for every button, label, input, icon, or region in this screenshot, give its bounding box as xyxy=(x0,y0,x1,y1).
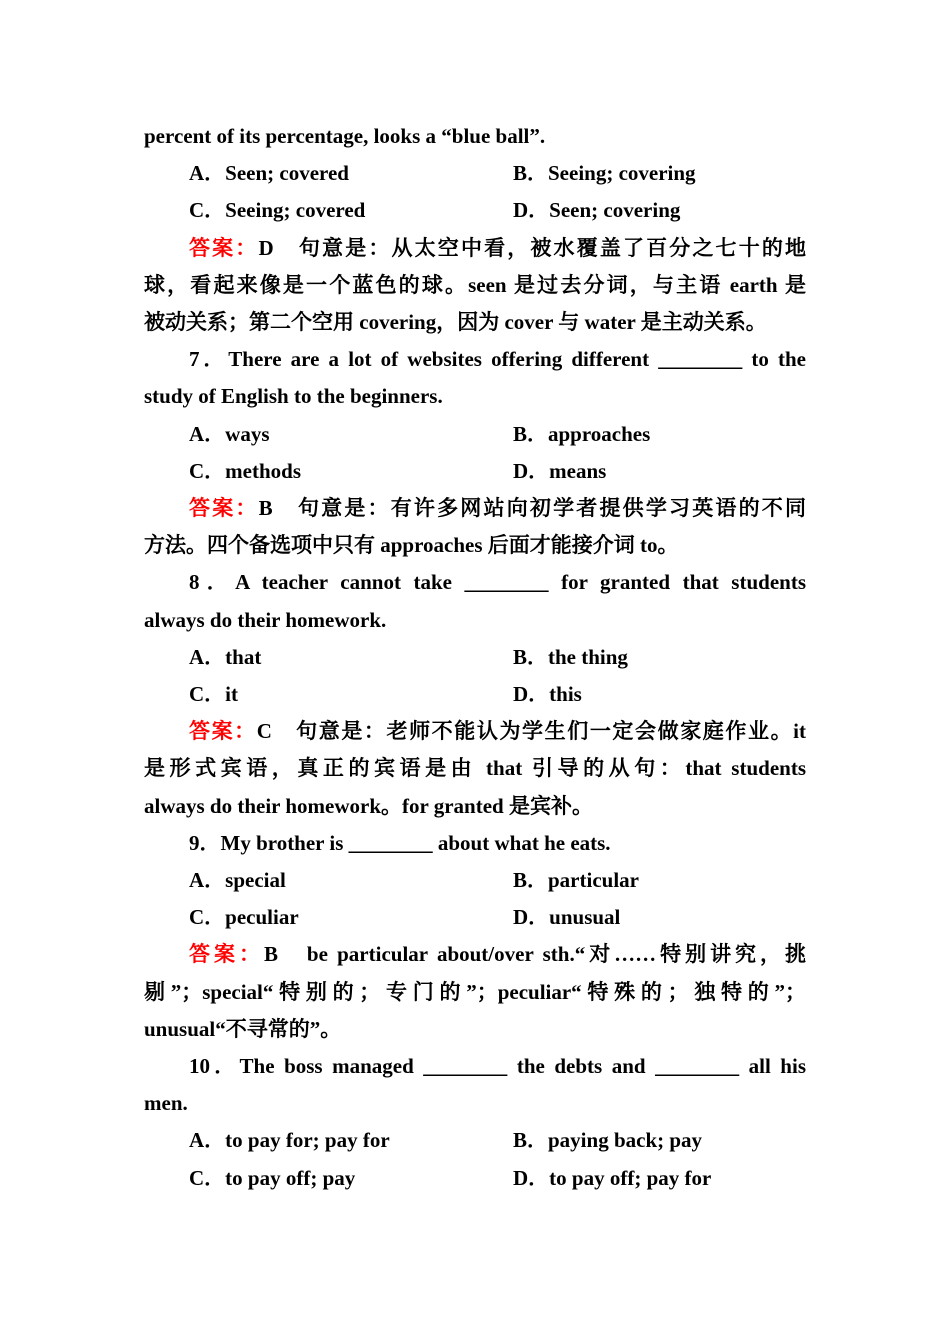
q7-option-b: B．approaches xyxy=(513,421,651,446)
q7-options-row-2 xyxy=(144,453,806,490)
q6-answer-line-1 xyxy=(144,230,806,267)
q8-option-c: C．it xyxy=(189,682,238,707)
q8-stem-line-1: 8．A teacher cannot take ________ for granted that students xyxy=(189,570,806,595)
q9-option-a: A．special xyxy=(189,868,286,893)
q9-answer-line-2: 剔”；special“特别的；专门的”；peculiar“特殊的；独特的”； xyxy=(144,979,806,1004)
q9-answer-text-1: B be particular about/over sth.“对……特别讲究，挑 xyxy=(263,942,807,967)
q8-options-row-2 xyxy=(144,676,806,713)
q8-answer-text-1: C 句意是：老师不能认为学生们一定会做家庭作业。it xyxy=(256,719,806,744)
q6-stem-continuation: percent of its percentage, looks a “blue ball”. xyxy=(144,124,546,148)
document-page xyxy=(144,118,806,1197)
q8-option-a: A．that xyxy=(189,644,262,669)
q9-answer-line-3: unusual“不寻常的”。 xyxy=(144,1016,342,1041)
q6-options-row-2 xyxy=(144,192,806,229)
q6-option-d: D．Seen; covering xyxy=(513,198,681,223)
q6-answer-text-1: D 句意是：从太空中看，被水覆盖了百分之七十的地 xyxy=(258,235,807,260)
q9-answer-label: 答案： xyxy=(189,942,264,967)
q6-answer-label: 答案： xyxy=(189,235,259,260)
q9-options-row-1 xyxy=(144,862,806,899)
q6-options-row-1 xyxy=(144,155,806,192)
q10-stem-line-1: 10．The boss managed ________ the debts and ________ all his xyxy=(189,1054,806,1079)
q6-answer-line-3: 被动关系；第二个空用 covering，因为 cover 与 water 是主动关系。 xyxy=(144,310,767,335)
q10-option-c: C．to pay off; pay xyxy=(189,1165,356,1190)
q8-answer-label: 答案： xyxy=(189,719,257,744)
q9-stem-line-1: 9．My brother is ________ about what he eats. xyxy=(189,830,611,855)
q9-option-b: B．particular xyxy=(513,868,639,893)
q7-option-a: A．ways xyxy=(189,421,270,446)
q10-option-a: A．to pay for; pay for xyxy=(189,1128,390,1153)
q9-options-row-2 xyxy=(144,899,806,936)
q8-stem-line-2: always do their homework. xyxy=(144,607,387,632)
q10-options-row-1 xyxy=(144,1122,806,1159)
q9-answer-line-1 xyxy=(144,936,806,973)
q10-options-row-2 xyxy=(144,1160,806,1197)
q10-stem-line-2: men. xyxy=(144,1091,188,1116)
q7-answer-line-1 xyxy=(144,490,806,527)
q8-option-d: D．this xyxy=(513,682,582,707)
q7-options-row-1 xyxy=(144,416,806,453)
q6-option-a: A．Seen; covered xyxy=(189,161,349,186)
q9-option-d: D．unusual xyxy=(513,905,621,930)
q9-option-c: C．peculiar xyxy=(189,905,299,930)
q8-answer-line-1 xyxy=(144,713,806,750)
q8-answer-line-3: always do their homework。for granted 是宾补。 xyxy=(144,793,593,818)
q8-options-row-1 xyxy=(144,639,806,676)
q7-answer-text-1: B 句意是：有许多网站向初学者提供学习英语的不同 xyxy=(258,496,806,521)
q8-option-b: B．the thing xyxy=(513,644,628,669)
q7-option-d: D．means xyxy=(513,458,607,483)
q7-option-c: C．methods xyxy=(189,458,302,483)
q6-option-b: B．Seeing; covering xyxy=(513,161,696,186)
q6-option-c: C．Seeing; covered xyxy=(189,198,366,223)
q7-stem-line-2: study of English to the beginners. xyxy=(144,384,443,409)
q8-answer-line-2: 是形式宾语，真正的宾语是由 that 引导的从句：that students xyxy=(144,756,806,781)
q6-answer-line-2: 球，看起来像是一个蓝色的球。seen 是过去分词，与主语 earth 是 xyxy=(144,272,806,297)
q10-option-d: D．to pay off; pay for xyxy=(513,1165,712,1190)
q10-option-b: B．paying back; pay xyxy=(513,1128,703,1153)
q7-stem-line-1: 7．There are a lot of websites offering different ________ to the xyxy=(189,347,806,372)
q7-answer-line-2: 方法。四个备选项中只有 approaches 后面才能接介词 to。 xyxy=(144,533,679,558)
q7-answer-label: 答案： xyxy=(189,496,259,521)
